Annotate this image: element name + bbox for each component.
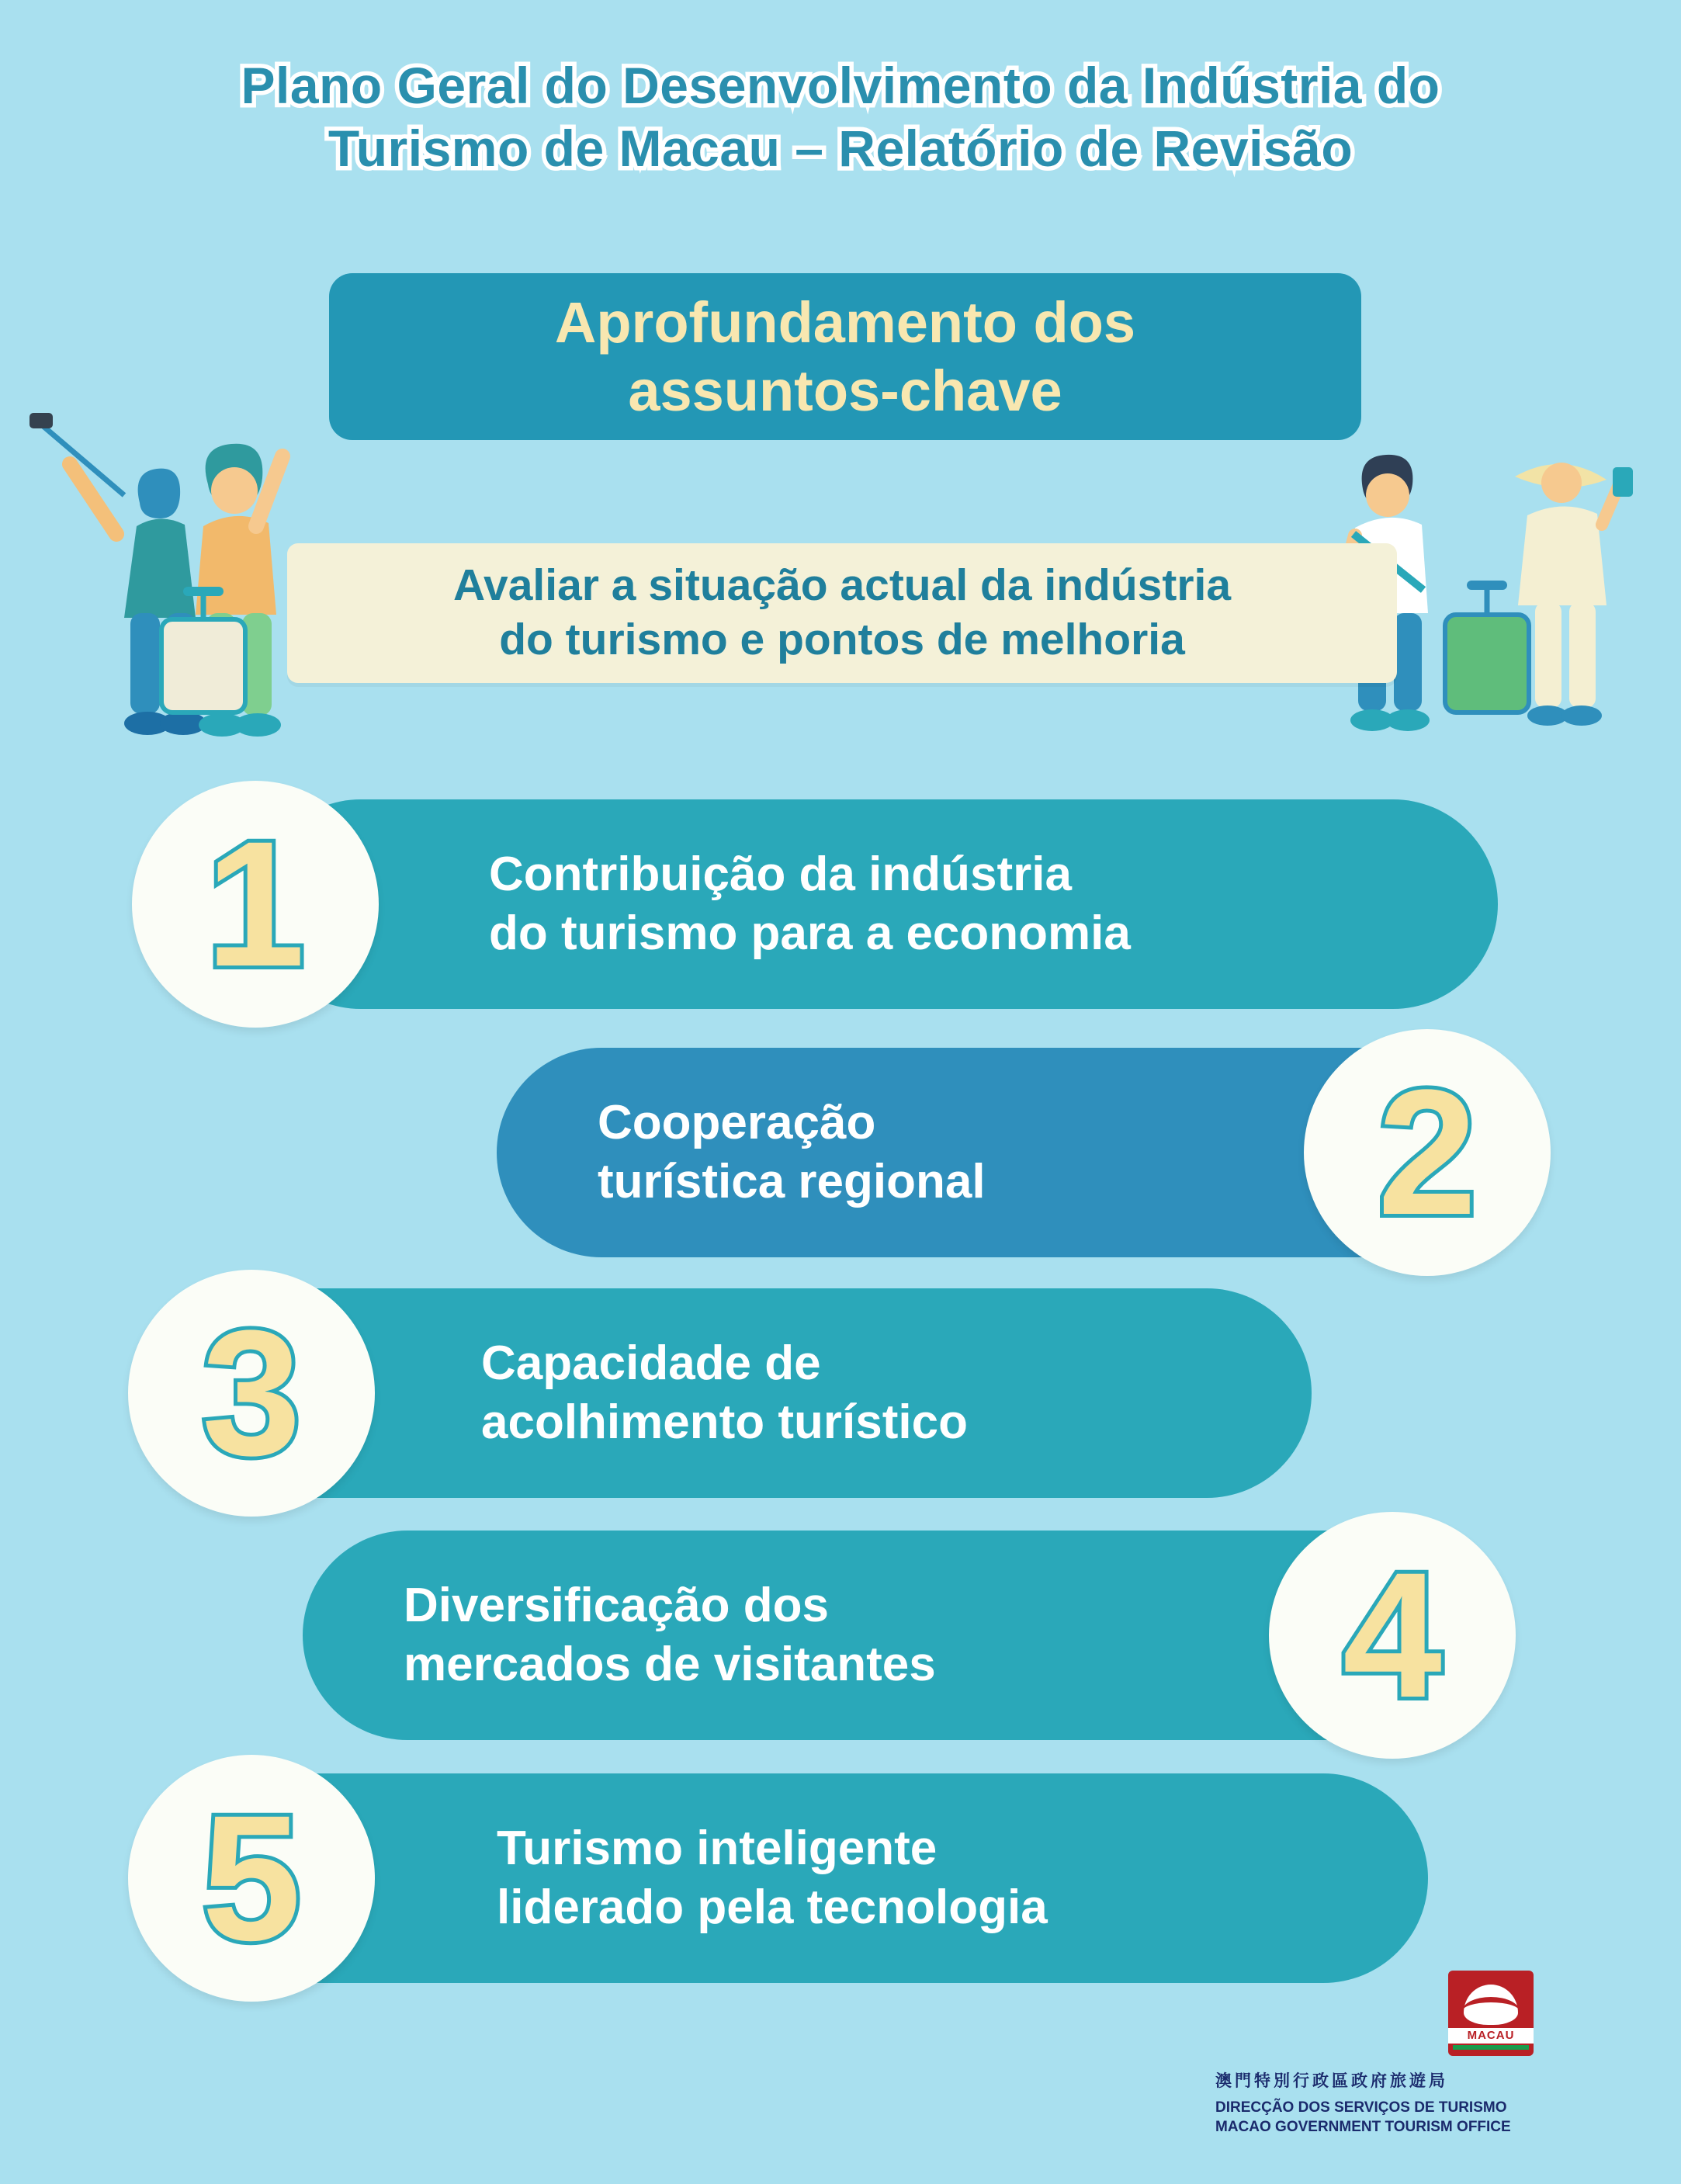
key-issue-2-line1: Cooperação <box>598 1096 876 1150</box>
key-issue-number-circle-4 <box>1269 1512 1516 1759</box>
key-issue-number-circle-1 <box>132 781 379 1028</box>
macao-tourism-logo-icon <box>1448 1971 1534 2056</box>
footer-english-name: MACAO GOVERNMENT TOURISM OFFICE <box>1215 2119 1511 2136</box>
key-issue-number-2: 2 <box>1378 1052 1477 1252</box>
footer-logo-block <box>1215 1971 1619 2137</box>
key-issue-row-1 <box>0 799 1681 1009</box>
key-issue-number-5: 5 <box>202 1778 301 1978</box>
key-issue-row-3 <box>0 1288 1681 1498</box>
key-issue-row-2 <box>0 1048 1681 1257</box>
key-issue-5-line1: Turismo inteligente <box>497 1822 938 1876</box>
key-issue-2-line2: turística regional <box>598 1155 986 1208</box>
footer-chinese-name: 澳門特別行政區政府旅遊局 <box>1215 2071 1448 2090</box>
page-title-line1: Plano Geral do Desenvolvimento da Indústria do <box>241 57 1440 114</box>
key-issue-number-3: 3 <box>202 1293 301 1492</box>
page-title <box>0 54 1681 179</box>
footer-portuguese-name: DIRECÇÃO DOS SERVIÇOS DE TURISMO <box>1215 2099 1507 2116</box>
key-issue-bar-5 <box>194 1773 1428 1983</box>
key-issue-row-4 <box>0 1531 1681 1740</box>
subtitle-banner <box>329 273 1361 440</box>
key-issue-3-line2: acolhimento turístico <box>481 1395 968 1449</box>
key-issue-1-line2: do turismo para a economia <box>489 907 1131 960</box>
subtitle-line2: assuntos-chave <box>628 358 1062 423</box>
key-issue-text-3 <box>481 1334 968 1451</box>
key-issue-text-5 <box>497 1819 1048 1936</box>
key-issue-bar-1 <box>256 799 1498 1009</box>
logo-green-bar <box>1453 2045 1529 2050</box>
key-issue-4-line2: mercados de visitantes <box>404 1638 936 1691</box>
logo-wordmark: MACAU <box>1448 2028 1534 2044</box>
bridge-shape <box>1462 1997 1520 2026</box>
subtitle-text <box>532 289 1159 425</box>
key-issue-text-2 <box>598 1094 986 1211</box>
key-issue-text-4 <box>404 1576 936 1693</box>
objective-banner <box>287 543 1397 683</box>
key-issue-number-circle-2 <box>1304 1029 1551 1276</box>
key-issue-1-line1: Contribuição da indústria <box>489 848 1072 902</box>
key-issue-3-line1: Capacidade de <box>481 1336 821 1391</box>
objective-line1: Avaliar a situação actual da indústria <box>452 560 1232 611</box>
key-issue-text-1 <box>489 845 1131 962</box>
key-issue-number-4: 4 <box>1343 1535 1442 1735</box>
subtitle-line1: Aprofundamento dos <box>554 290 1136 355</box>
key-issue-row-5 <box>0 1773 1681 1983</box>
key-issue-number-1: 1 <box>206 804 305 1004</box>
objective-line2: do turismo e pontos de melhoria <box>499 615 1185 664</box>
key-issue-number-circle-5 <box>128 1755 375 2002</box>
key-issue-number-circle-3 <box>128 1270 375 1517</box>
key-issue-5-line2: liderado pela tecnologia <box>497 1881 1048 1934</box>
page-title-line2: Turismo de Macau – Relatório de Revisão <box>328 119 1353 177</box>
key-issue-4-line1: Diversificação dos <box>404 1579 829 1633</box>
objective-text <box>433 559 1251 667</box>
